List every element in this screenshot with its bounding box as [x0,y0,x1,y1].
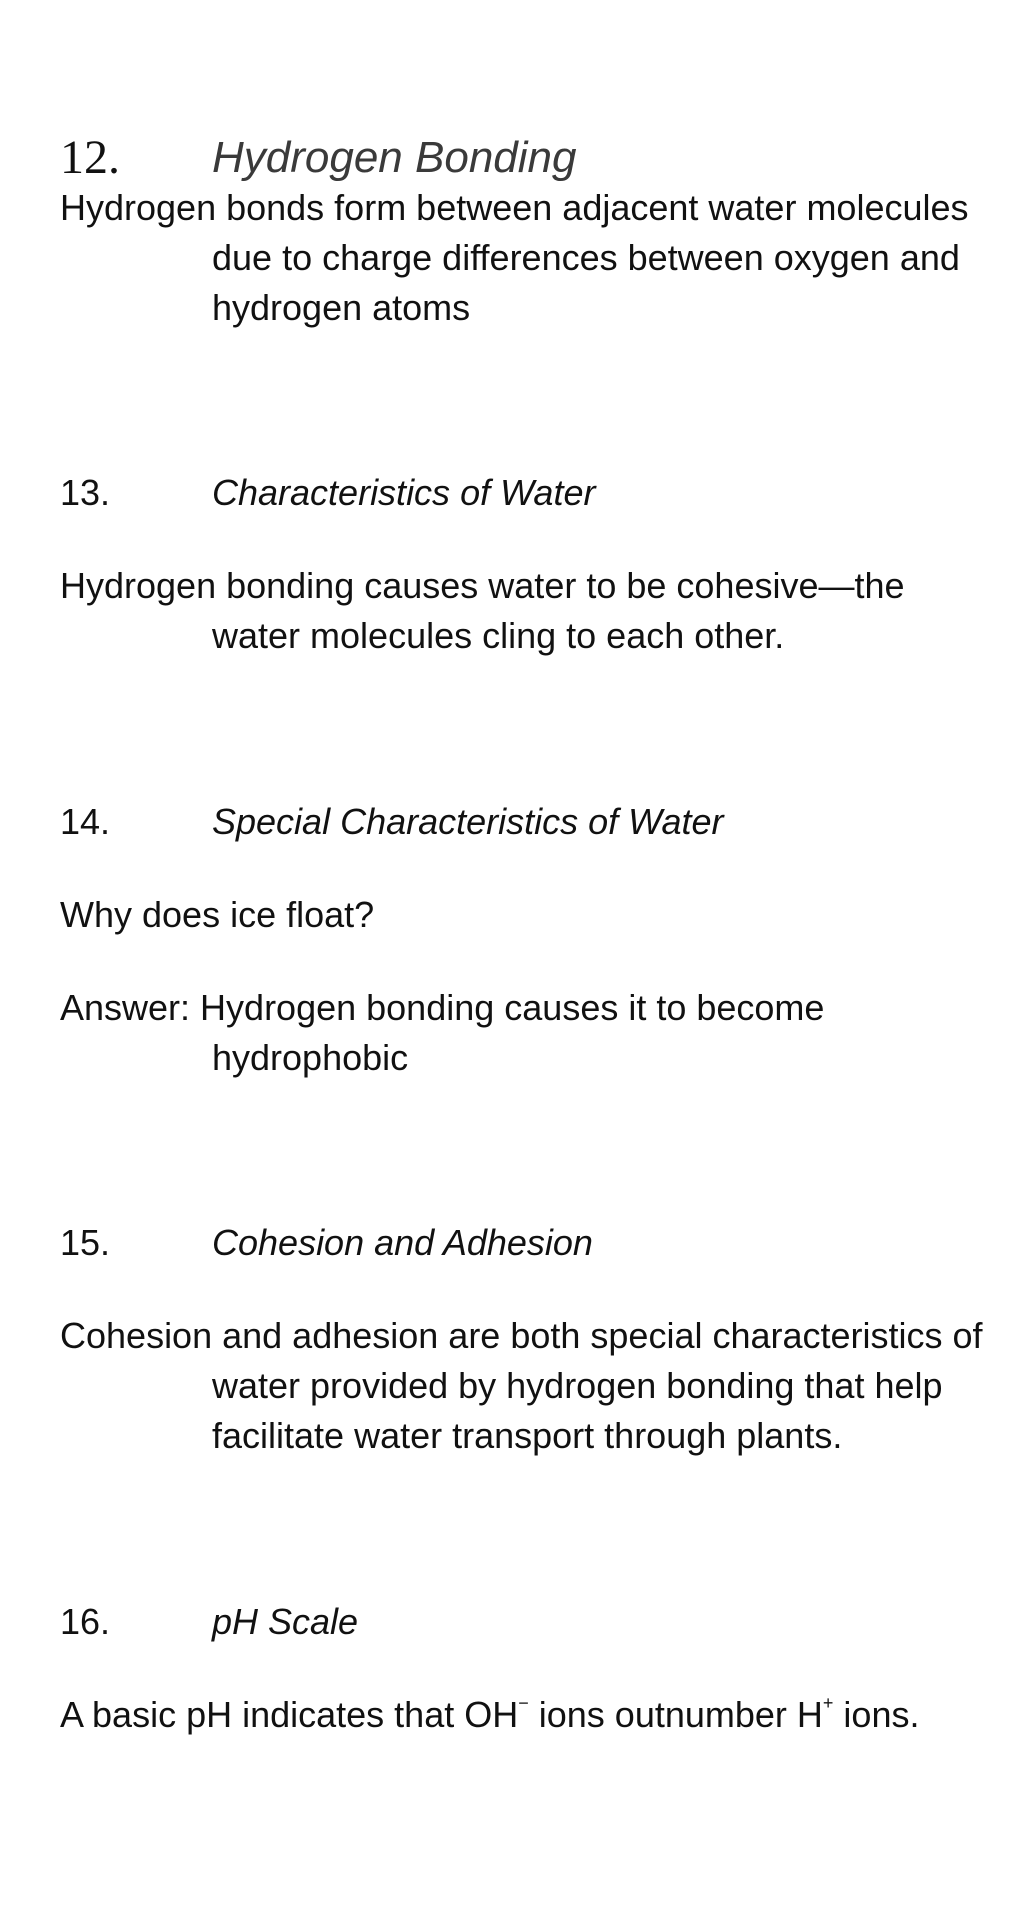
section-number: 15. [60,1222,111,1263]
body-text-part: ions outnumber H [528,1694,823,1735]
section-title: pH Scale [212,1601,359,1642]
superscript-minus: − [518,1693,529,1713]
section-answer: Answer: Hydrogen bonding causes it to become hydrophobic [60,987,825,1078]
section-body: Hydrogen bonds form between adjacent water molecules due to charge differences between oxygen and hydrogen atoms [60,187,969,328]
section-number: 14. [60,801,111,842]
section-12 [60,133,1000,333]
section-body: Hydrogen bonding causes water to be cohesive—the water molecules cling to each other. [60,565,905,656]
section-13 [60,468,1000,661]
section-heading [60,468,1000,518]
section-number: 12. [60,131,120,184]
section-title: Hydrogen Bonding [212,133,577,182]
section-heading [60,1597,1000,1647]
superscript-plus: + [822,1693,834,1713]
section-number: 13. [60,472,111,513]
body-text-part: A basic pH indicates that OH [60,1694,519,1735]
section-14 [60,797,1000,1083]
section-body: Cohesion and adhesion are both special characteristics of water provided by hydrogen bonding that help facilitate water transport through plants. [60,1315,983,1456]
section-number: 16. [60,1601,111,1642]
section-16 [60,1597,1000,1740]
body-text-part: ions. [833,1694,920,1735]
section-title: Cohesion and Adhesion [212,1222,593,1263]
section-heading [60,1218,1000,1268]
section-title: Characteristics of Water [212,472,596,513]
section-question: Why does ice float? [60,894,375,935]
section-title: Special Characteristics of Water [212,801,724,842]
section-body [60,1690,1000,1740]
section-heading [60,133,1000,183]
section-heading [60,797,1000,847]
section-15 [60,1218,1000,1461]
